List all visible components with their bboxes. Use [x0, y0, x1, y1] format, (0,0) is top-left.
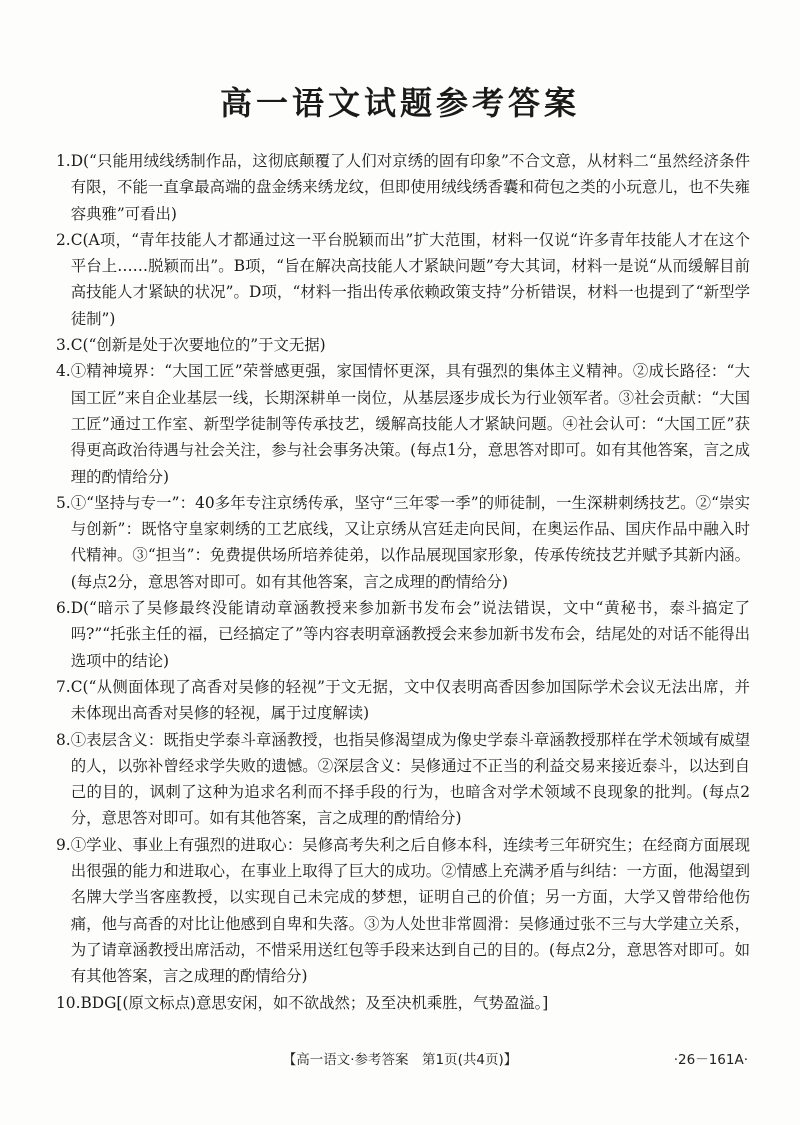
answer-item-6	[56, 595, 750, 674]
answer-item-3	[56, 332, 750, 358]
footer-exam-code: ·26－161A·	[673, 1052, 748, 1068]
answer-text: ①精神境界：“大国工匠”荣誉感更强，家国情怀更深，具有强烈的集体主义精神。②成长路径：“大国工匠”来自企业基层一线，长期深耕单一岗位，从基层逐步成长为行业领军者。③社会贡献：“大国工匠”通过工作室、新型学徒制等传承技艺，缓解高技能人才紧缺问题。④社会认可：“大国工匠”获得更高政治待遇与社会关注，参与社会事务决策。(每点1分，意思答对即可。如有其他答案，言之成理的酌情给分)	[70, 362, 750, 486]
answer-number: 10.	[56, 993, 81, 1012]
answer-item-2	[56, 227, 750, 332]
answer-number: 7.	[56, 677, 71, 696]
answer-text: C(“从侧面体现了高香对吴修的轻视”于文无据，文中仅表明高香因参加国际学术会议无法出席，并未体现出高香对吴修的轻视，属于过度解读)	[70, 677, 750, 723]
answer-text: D(“暗示了吴修最终没能请动章涵教授来参加新书发布会”说法错误，文中“黄秘书，泰斗搞定了吗?”“托张主任的福，已经搞定了”等内容表明章涵教授会来参加新书发布会，结尾处的对话不能得出选项中的结论)	[70, 599, 750, 670]
answer-number: 1.	[56, 152, 71, 170]
page-footer	[0, 1044, 800, 1072]
answer-number: 4.	[56, 362, 71, 381]
answer-text: BDG[(原文标点)意思安闲，如不欲战然；及至决机乘胜，气势盈溢。]	[80, 993, 549, 1012]
answer-item-4	[56, 358, 750, 489]
answer-text: C(“创新是处于次要地位的”于文无据)	[70, 336, 326, 355]
answer-text: ①表层含义：既指史学泰斗章涵教授，也指吴修渴望成为像史学泰斗章涵教授那样在学术领域有威望的人，以弥补曾经求学失败的遗憾。②深层含义：吴修通过不正当的利益交易来接近泰斗，以达到自己的目的，讽刺了这种为追求名利而不择手段的行为，也暗含对学术领域不良现象的批判。(每点2分，意思答对即可。如有其他答案，言之成理的酌情给分)	[70, 730, 750, 828]
answer-list	[56, 148, 750, 1016]
answer-number: 9.	[56, 835, 71, 854]
answer-text: D(“只能用绒线绣制作品，这彻底颠覆了人们对京绣的固有印象”不合文意，从材料二“虽然经济条件有限，不能一直拿最高端的盘金绣来绣龙纹，但即使用绒线绣香囊和荷包之类的小玩意儿，也不失雍容典雅”可看出)	[70, 152, 750, 223]
page-title: 高一语文试题参考答案	[219, 84, 580, 122]
answer-text: ①“坚持与专一”：40多年专注京绣传承，坚守“三年零一季”的师徒制，一生深耕刺绣技艺。②“崇实与创新”：既恪守皇家刺绣的工艺底线，又让京绣从宫廷走向民间，在奥运作品、国庆作品中融入时代精神。③“担当”：免费提供场所培养徒弟，以作品展现国家形象，传承传统技艺并赋予其新内涵。(每点2分，意思答对即可。如有其他答案，言之成理的酌情给分)	[70, 493, 750, 591]
answer-item-5	[56, 490, 750, 595]
answer-text: C(A项，“青年技能人才都通过这一平台脱颖而出”扩大范围，材料一仅说“许多青年技能人才在这个平台上……脱颖而出”。B项，“旨在解决高技能人才紧缺问题”夸大其词，材料一是说“从而缓解目前高技能人才紧缺的状况”。D项，“材料一指出传承依赖政策支持”分析错误，材料一也提到了“新型学徒制”)	[70, 230, 750, 328]
answer-number: 2.	[56, 230, 71, 249]
answer-number: 5.	[56, 493, 71, 512]
answer-number: 3.	[56, 336, 71, 355]
answer-item-7	[56, 674, 750, 727]
answer-item-8	[56, 727, 750, 832]
answer-item-10	[56, 990, 750, 1016]
answer-number: 8.	[56, 730, 71, 749]
answer-number: 6.	[56, 599, 71, 618]
answer-item-9	[56, 832, 750, 990]
answer-item-1	[56, 148, 750, 227]
answer-text: ①学业、事业上有强烈的进取心：吴修高考失利之后自修本科，连续考三年研究生；在经商方面展现出很强的能力和进取心，在事业上取得了巨大的成功。②情感上充满矛盾与纠结：一方面，他渴望到名牌大学当客座教授，以实现自己未完成的梦想，证明自己的价值；另一方面，大学又曾带给他伤痛，他与高香的对比让他感到自卑和失落。③为人处世非常圆滑：吴修通过张不三与大学建立关系，为了请章涵教授出席活动，不惜采用送红包等手段来达到自己的目的。(每点2分，意思答对即可。如有其他答案，言之成理的酌情给分)	[70, 835, 750, 986]
footer-page-info: 【高一语文·参考答案 第1页(共4页)】	[282, 1052, 518, 1068]
